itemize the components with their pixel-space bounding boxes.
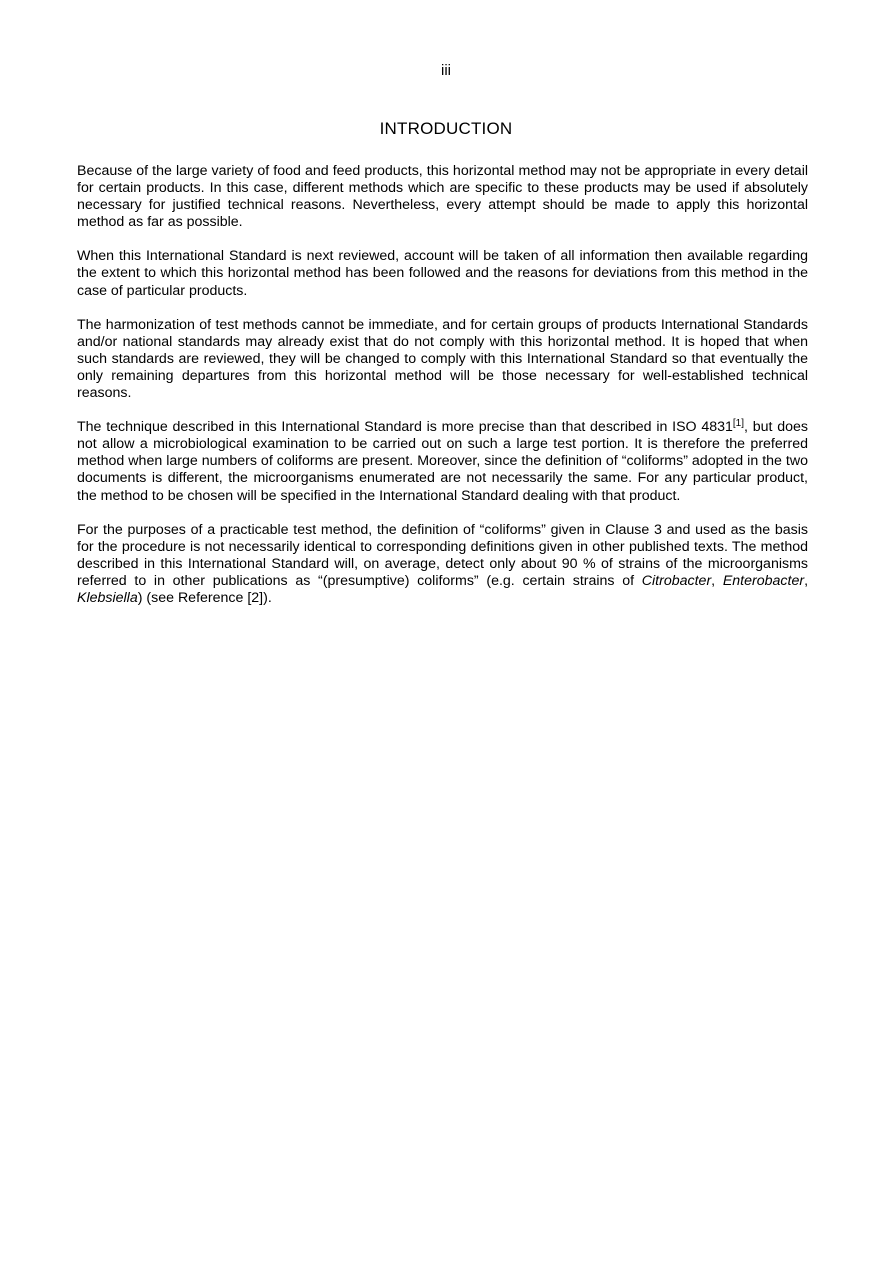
paragraph-1: Because of the large variety of food and feed products, this horizontal method may not be appropriate in every detail for certain products. In this case, different methods which are specific to these products may be used if absolutely necessary for justified technical reasons. Nevertheless, every attempt should be made to apply this horizontal method as far as possible. <box>77 163 808 231</box>
page-title: INTRODUCTION <box>379 119 513 138</box>
paragraph-4-text-after-reference: , but does not allow a microbiological examination to be carried out on such a large test portion. It is therefore the preferred method when large numbers of coliforms are present. Moreover, since the definition of “coliforms” adopted in the two documents is different, the microorganisms enumerated are not necessarily the same. For any particular product, the method to be chosen will be specified in the International Standard dealing with that product. <box>77 419 808 504</box>
paragraph-5-tail: ) (see Reference [2]). <box>137 589 272 606</box>
genus-enterobacter: Enterobacter <box>722 572 805 589</box>
separator-1: , <box>711 572 723 589</box>
paragraph-3: The harmonization of test methods cannot be immediate, and for certain groups of products International Standards and/or national standards may already exist that do not comply with this horizontal method. It is hoped that when such standards are reviewed, they will be changed to comply with this International Standard so that eventually the only remaining departures from this horizontal method will be those necessary for well-established technical reasons. <box>77 316 808 402</box>
genus-klebsiella: Klebsiella <box>77 589 138 606</box>
page-number: iii <box>441 62 451 79</box>
body-text <box>77 163 808 624</box>
genus-citrobacter: Citrobacter <box>641 572 712 589</box>
paragraph-5 <box>77 522 808 607</box>
paragraph-2: When this International Standard is next reviewed, account will be taken of all information then available regarding the extent to which this horizontal method has been followed and the reasons for deviations from this method in the case of particular products. <box>77 248 808 299</box>
reference-superscript: [1] <box>732 418 745 430</box>
separator-2: , <box>804 572 809 589</box>
paragraph-4 <box>77 419 808 504</box>
paragraph-5-text: For the purposes of a practicable test method, the definition of “coliforms” given in Clause 3 and used as the basis for the procedure is not necessarily identical to corresponding definitions given in other published texts. The method described in this International Standard will, on average, detect only about 90 % of strains of the microorganisms referred to in other publications as “(presumptive) coliforms” (e.g. certain strains of <box>77 521 808 589</box>
paragraph-4-text-before-reference: The technique described in this International Standard is more precise than that described in ISO 4831 <box>77 419 733 436</box>
